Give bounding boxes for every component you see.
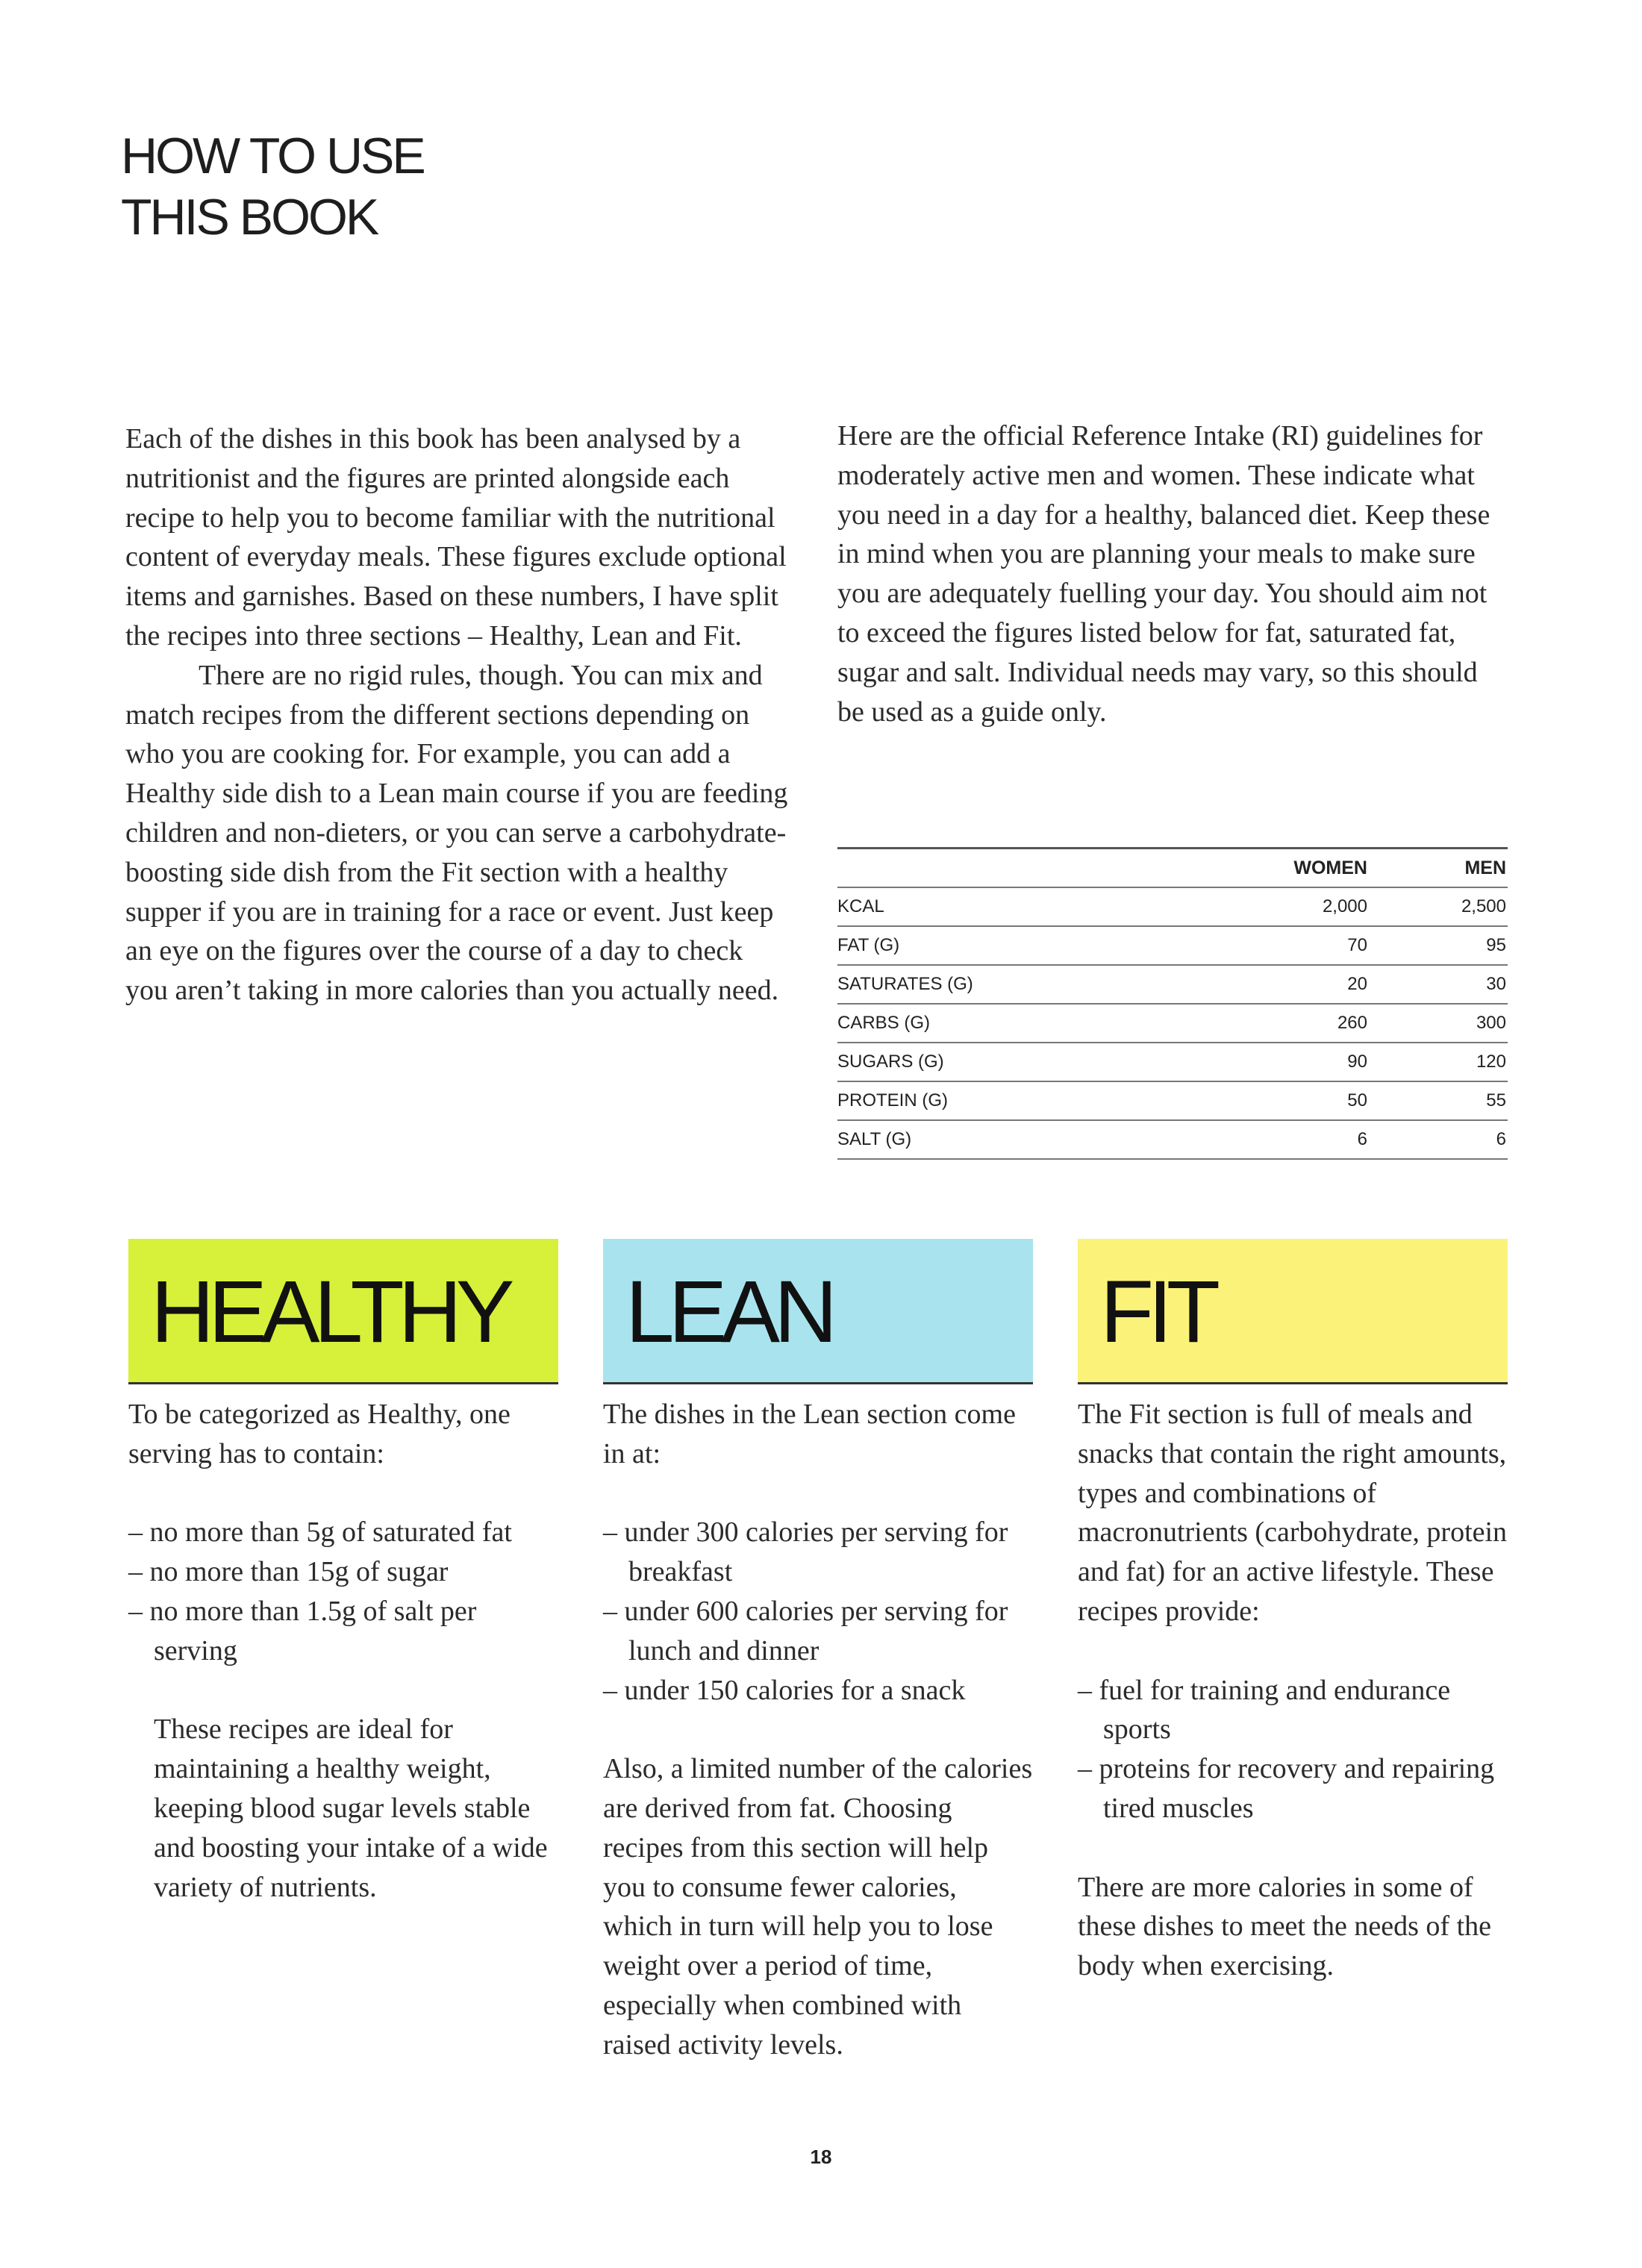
- intro-left-column: [125, 419, 790, 1010]
- list-item: – under 150 calories for a snack: [603, 1674, 966, 1706]
- fit-section: [1078, 1239, 1508, 1986]
- fit-banner: [1078, 1239, 1508, 1384]
- ri-guidelines-paragraph: Here are the official Reference Intake (RI) guidelines for moderately active men and women. These indicate what you need in a day for a healthy, balanced diet. Keep these in mind when you are planning your meals to make sure you are adequately fuelling your day. You should aim not to exceed the figures listed below for fat, saturated fat, sugar and salt. Individual needs may vary, so this should be used as a guide only.: [837, 420, 1490, 728]
- fit-body: [1078, 1395, 1508, 1986]
- nutrient-label: CARBS (G): [837, 1004, 1084, 1043]
- men-value: 2,500: [1372, 887, 1508, 926]
- women-value: 70: [1084, 926, 1372, 965]
- women-value: 50: [1084, 1081, 1372, 1120]
- women-value: 90: [1084, 1043, 1372, 1081]
- fit-intro: The Fit section is full of meals and snacks that contain the right amounts, types and combinations of macronutrients (carbohydrate, protein and fat) for an active lifestyle. These recipes provide:: [1078, 1399, 1508, 1627]
- women-value: 20: [1084, 965, 1372, 1004]
- list-item: – no more than 5g of saturated fat: [128, 1516, 512, 1549]
- lean-criteria-list: [603, 1513, 1033, 1710]
- lean-banner-title: LEAN: [625, 1263, 832, 1361]
- table-header-row: [837, 849, 1508, 888]
- healthy-section: [128, 1239, 558, 1907]
- men-value: 300: [1372, 1004, 1508, 1043]
- fit-banner-title: FIT: [1100, 1263, 1214, 1361]
- table-row: [837, 926, 1508, 965]
- men-value: 95: [1372, 926, 1508, 965]
- men-value: 120: [1372, 1043, 1508, 1081]
- lean-section: [603, 1239, 1033, 2065]
- lean-banner: [603, 1239, 1033, 1384]
- fit-provides-list: [1078, 1671, 1508, 1828]
- table-row: [837, 1043, 1508, 1081]
- fit-closing: There are more calories in some of these dishes to meet the needs of the body when exercising.: [1078, 1871, 1492, 1982]
- lean-intro: The dishes in the Lean section come in at:: [603, 1399, 1016, 1469]
- intro-right-column: [837, 416, 1509, 731]
- women-value: 2,000: [1084, 887, 1372, 926]
- table-row: [837, 1081, 1508, 1120]
- table-row: [837, 887, 1508, 926]
- list-item: – proteins for recovery and repairing tired muscles: [1078, 1753, 1495, 1824]
- healthy-criteria-list: [128, 1513, 558, 1670]
- lean-closing: Also, a limited number of the calories are derived from fat. Choosing recipes from this section will help you to consume fewer calories, which in turn will help you to lose weight over a period of time, especially when combined with raised activity levels.: [603, 1753, 1033, 2061]
- women-value: 6: [1084, 1120, 1372, 1159]
- page-number: 18: [810, 2146, 832, 2168]
- list-item: – under 300 calories per serving for breakfast: [603, 1516, 1008, 1588]
- nutrient-label: KCAL: [837, 887, 1084, 926]
- healthy-banner-title: HEALTHY: [151, 1263, 509, 1361]
- list-item: – no more than 15g of sugar: [128, 1556, 449, 1588]
- intro-paragraph-1: Each of the dishes in this book has been analysed by a nutritionist and the figures are printed alongside each recipe to help you to become familiar with the nutritional content of everyday meals. These figures exclude optional items and garnishes. Based on these numbers, I have split the recipes into three sections – Healthy, Lean and Fit.: [125, 423, 787, 652]
- women-value: 260: [1084, 1004, 1372, 1043]
- nutrient-label: SUGARS (G): [837, 1043, 1084, 1081]
- healthy-closing: These recipes are ideal for maintaining a healthy weight, keeping blood sugar levels stable and boosting your intake of a wide variety of nutrients.: [154, 1714, 548, 1903]
- list-item: – no more than 1.5g of salt per serving: [128, 1595, 477, 1666]
- nutrient-label: PROTEIN (G): [837, 1081, 1084, 1120]
- intro-paragraph-2: There are no rigid rules, though. You can mix and match recipes from the different sections depending on who you are cooking for. For example, you can add a Healthy side dish to a Lean main course if you are feeding children and non-dieters, or you can serve a carbohydrate-boosting side dish from the Fit section with a healthy supper if you are in training for a race or event. Just keep an eye on the figures over the course of a day to check you aren’t taking in more calories than you actually need.: [125, 659, 788, 1007]
- table-row: [837, 965, 1508, 1004]
- table-row: [837, 1120, 1508, 1159]
- table-header-blank: [837, 849, 1084, 888]
- table-header-men: MEN: [1372, 849, 1508, 888]
- men-value: 30: [1372, 965, 1508, 1004]
- nutrient-label: FAT (G): [837, 926, 1084, 965]
- page-title: [121, 125, 424, 248]
- page-title-line-2: THIS BOOK: [121, 189, 378, 246]
- men-value: 55: [1372, 1081, 1508, 1120]
- healthy-banner: [128, 1239, 558, 1384]
- table-header-women: WOMEN: [1084, 849, 1372, 888]
- table-row: [837, 1004, 1508, 1043]
- healthy-intro: To be categorized as Healthy, one serving has to contain:: [128, 1399, 511, 1469]
- nutrient-label: SALT (G): [837, 1120, 1084, 1159]
- reference-intake-table: [837, 847, 1508, 1160]
- nutrient-label: SATURATES (G): [837, 965, 1084, 1004]
- list-item: – fuel for training and endurance sports: [1078, 1674, 1451, 1746]
- healthy-body: [128, 1395, 558, 1907]
- men-value: 6: [1372, 1120, 1508, 1159]
- lean-body: [603, 1395, 1033, 2065]
- list-item: – under 600 calories per serving for lunch and dinner: [603, 1595, 1008, 1666]
- page-title-line-1: HOW TO USE: [121, 128, 424, 184]
